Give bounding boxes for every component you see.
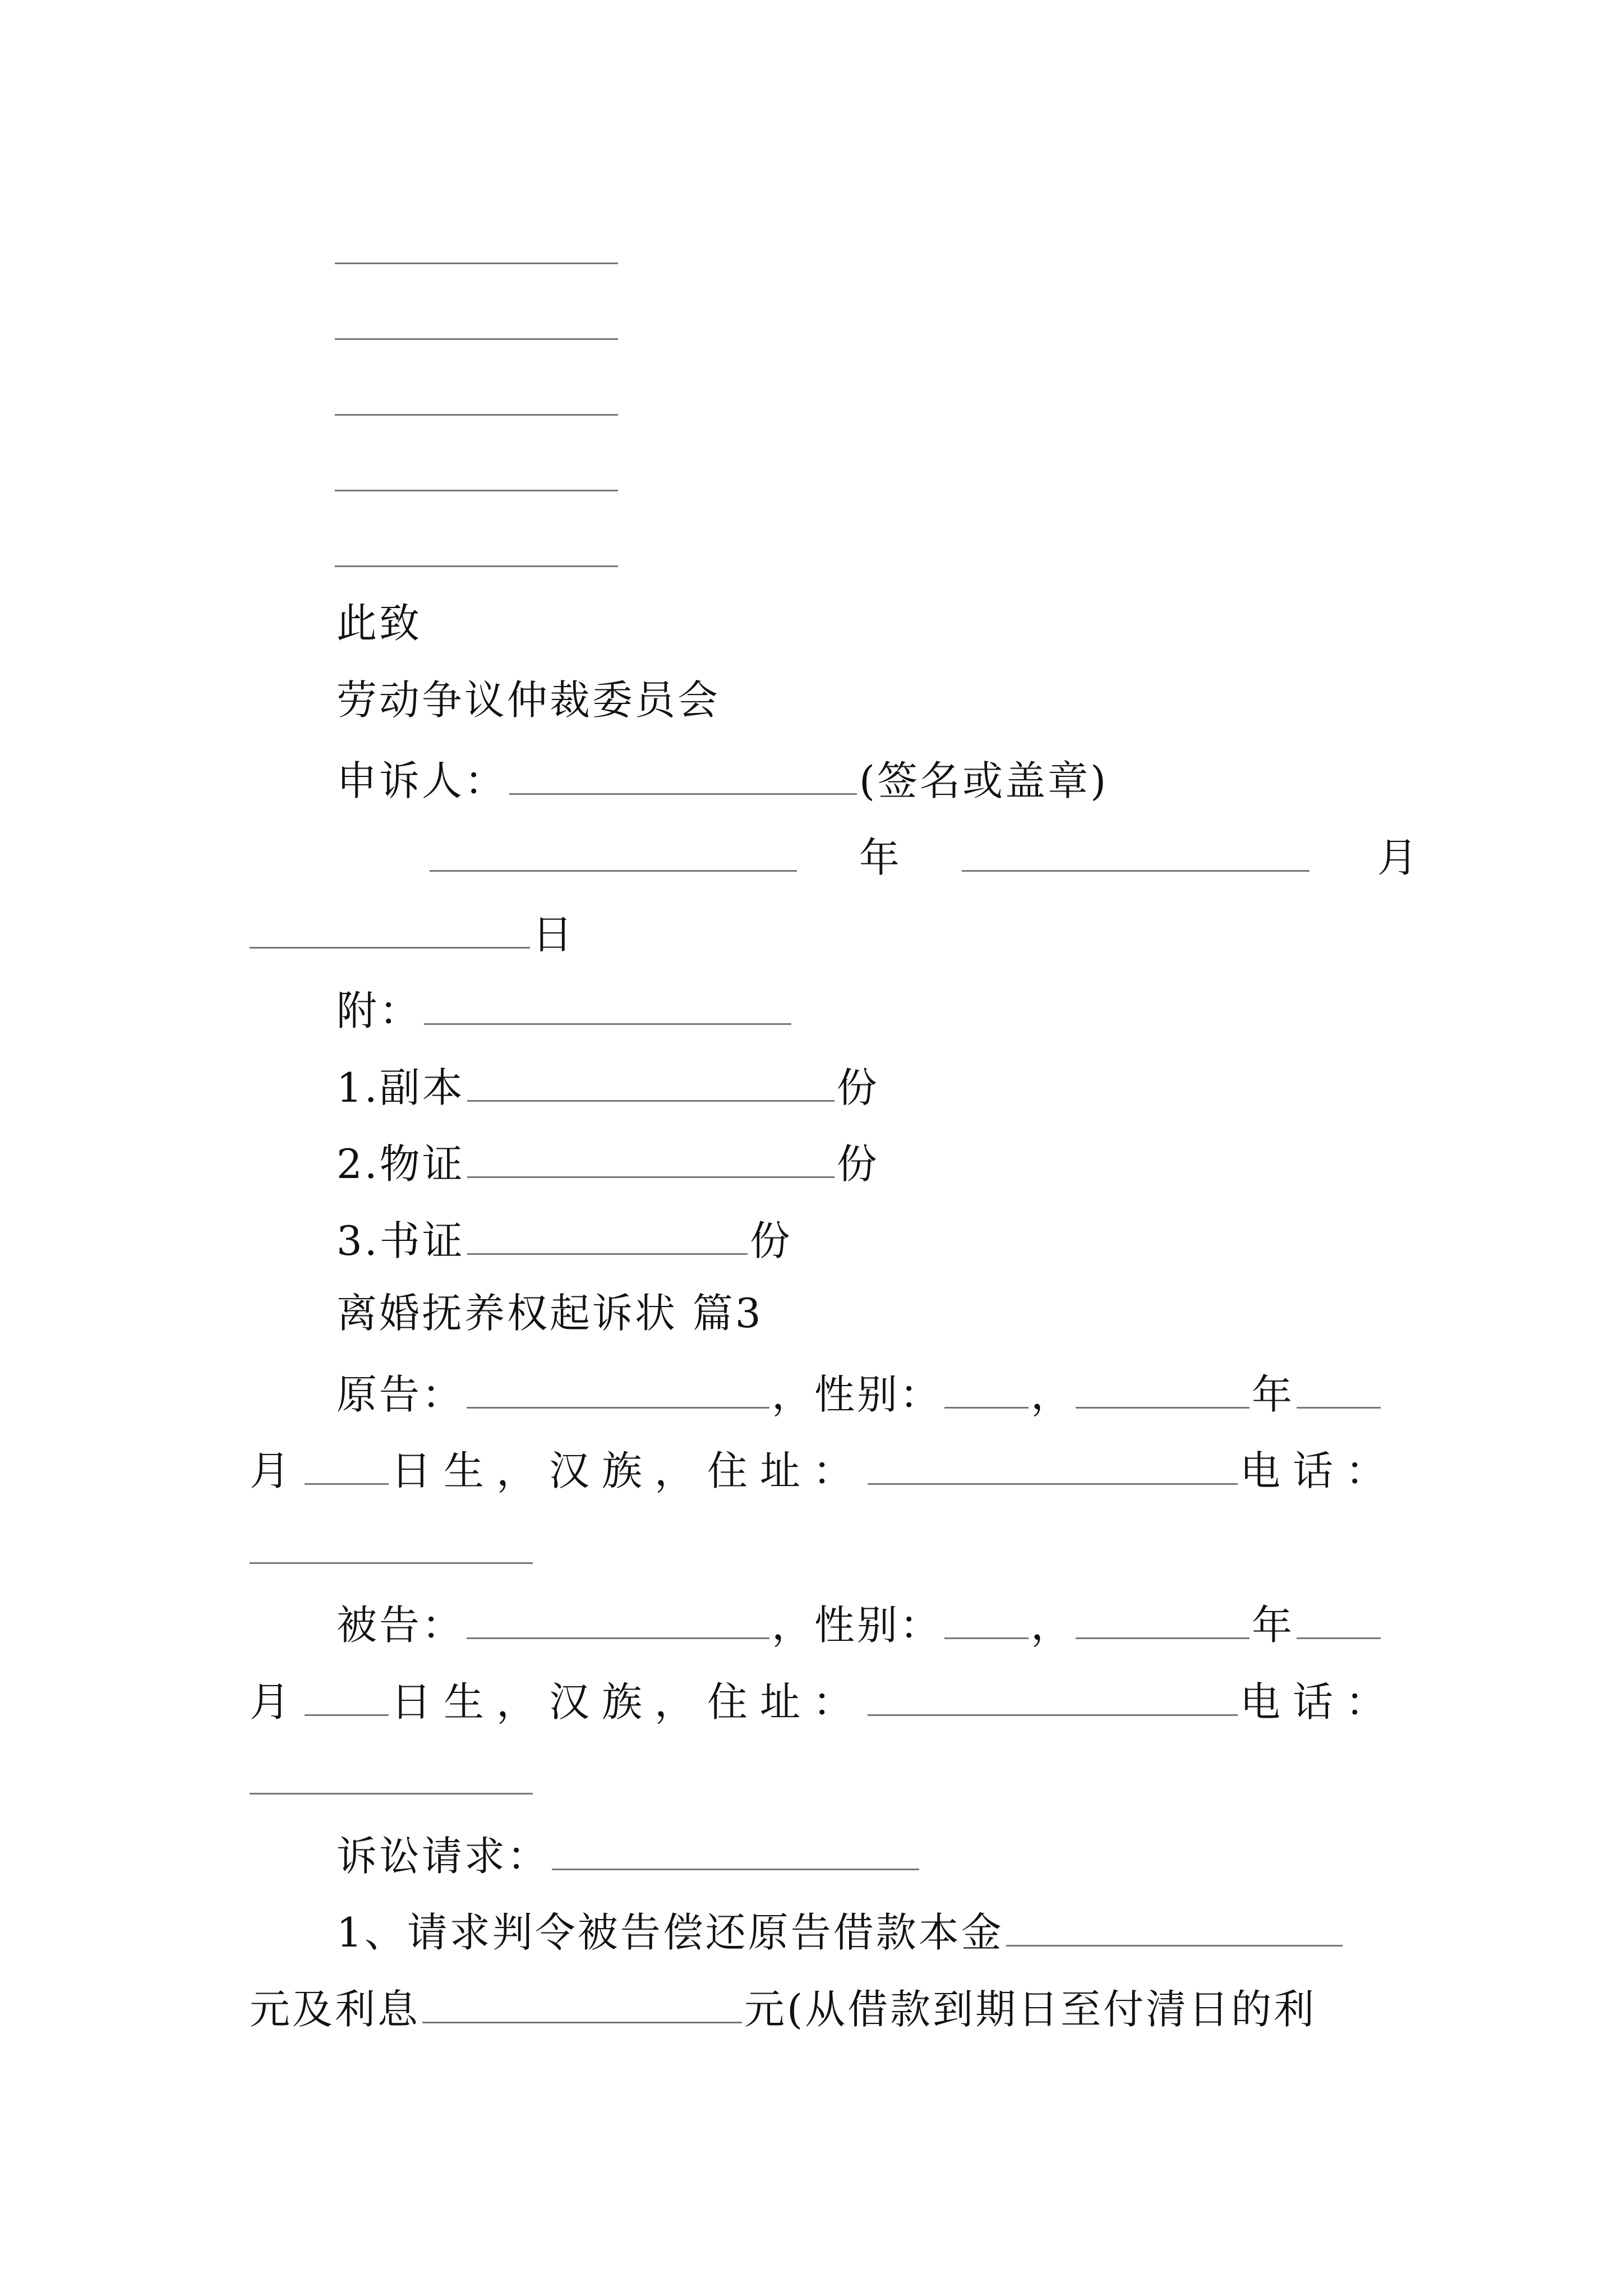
defendant-name-field[interactable] [467, 1600, 769, 1639]
month-field[interactable] [962, 833, 1310, 872]
plaintiff-birth-year-field[interactable] [1076, 1370, 1249, 1409]
blank-line-4[interactable] [335, 490, 618, 491]
item-label: 1.副本 [336, 1064, 465, 1111]
date-line [427, 833, 1420, 881]
day-line [250, 910, 575, 958]
year-field[interactable] [430, 833, 797, 872]
signature-note: (签名或盖章) [859, 757, 1109, 804]
interest-amount-field[interactable] [422, 1985, 742, 2023]
defendant-birth-day-field[interactable] [305, 1677, 389, 1716]
attachment-label: 附： [336, 987, 422, 1034]
defendant-address-field[interactable] [868, 1677, 1238, 1716]
plaintiff-line-2 [250, 1446, 1399, 1494]
copies-field[interactable] [467, 1063, 834, 1102]
born-text: 日生，汉族，住址： [391, 1447, 866, 1494]
recipient-text: 劳动争议仲裁委员会 [336, 677, 721, 724]
blank-line-3[interactable] [335, 414, 618, 416]
section-title [336, 1290, 763, 1337]
gender-label: ，性别： [772, 1371, 943, 1418]
claims-line [336, 1832, 921, 1880]
defendant-line-2 [250, 1677, 1399, 1726]
defendant-line-1 [336, 1600, 1383, 1649]
blank-line-2[interactable] [335, 338, 618, 340]
attachment-item-3 [336, 1216, 792, 1264]
claims-field[interactable] [552, 1832, 919, 1870]
attachment-item-2 [336, 1139, 879, 1188]
attachment-field[interactable] [424, 986, 791, 1025]
physical-evidence-field[interactable] [467, 1139, 834, 1178]
appellant-label: 申诉人： [336, 757, 508, 804]
comma: ， [1031, 1371, 1074, 1418]
attachment-item-1 [336, 1063, 879, 1111]
defendant-label: 被告： [336, 1602, 465, 1649]
blank-line-1[interactable] [335, 263, 618, 264]
defendant-phone-field[interactable] [250, 1793, 533, 1795]
salutation [336, 600, 422, 647]
month-char: 月 [1377, 834, 1420, 881]
plaintiff-label: 原告： [336, 1371, 465, 1418]
defendant-birth-month-field[interactable] [1297, 1600, 1381, 1639]
month-char: 月 [250, 1447, 303, 1494]
blank-line-5[interactable] [335, 565, 618, 567]
year-char: 年 [1252, 1371, 1295, 1418]
plaintiff-gender-field[interactable] [944, 1370, 1029, 1409]
plaintiff-birth-month-field[interactable] [1297, 1370, 1381, 1409]
claim-1-interest-label: 元及利息 [250, 1986, 421, 2033]
item-label: 3.书证 [336, 1217, 465, 1264]
item-unit: 份 [836, 1140, 879, 1188]
day-char: 日 [532, 911, 575, 958]
claim-1-tail: 元(从借款到期日至付清日的利 [744, 1986, 1317, 2033]
appellant-signature-field[interactable] [509, 756, 857, 795]
item-unit: 份 [836, 1064, 879, 1111]
claim-item-1-cont [250, 1985, 1317, 2033]
defendant-birth-year-field[interactable] [1076, 1600, 1249, 1639]
phone-label: 电话： [1240, 1447, 1399, 1494]
comma: ， [1031, 1602, 1074, 1649]
defendant-gender-field[interactable] [944, 1600, 1029, 1639]
plaintiff-line-1 [336, 1370, 1383, 1418]
plaintiff-name-field[interactable] [467, 1370, 769, 1409]
salutation-text: 此致 [336, 600, 422, 647]
claim-1-text: 1、请求判令被告偿还原告借款本金 [336, 1909, 1004, 1956]
gender-label: ，性别： [772, 1602, 943, 1649]
plaintiff-birth-day-field[interactable] [305, 1446, 389, 1485]
principal-amount-field[interactable] [1006, 1908, 1343, 1947]
year-char: 年 [859, 834, 902, 881]
phone-label: 电话： [1240, 1678, 1399, 1726]
item-unit: 份 [749, 1217, 792, 1264]
documentary-evidence-field[interactable] [467, 1216, 748, 1255]
item-label: 2.物证 [336, 1140, 465, 1188]
appellant-line [336, 756, 1109, 804]
plaintiff-address-field[interactable] [868, 1446, 1238, 1485]
claims-label: 诉讼请求： [336, 1833, 550, 1880]
year-char: 年 [1252, 1602, 1295, 1649]
section-title-text: 离婚抚养权起诉状 篇3 [336, 1290, 763, 1337]
born-text: 日生，汉族，住址： [391, 1678, 866, 1726]
day-field[interactable] [250, 910, 530, 949]
recipient [336, 677, 721, 724]
attachment-line [336, 986, 794, 1034]
claim-item-1 [336, 1908, 1345, 1956]
month-char: 月 [250, 1678, 303, 1726]
plaintiff-phone-field[interactable] [250, 1562, 533, 1564]
